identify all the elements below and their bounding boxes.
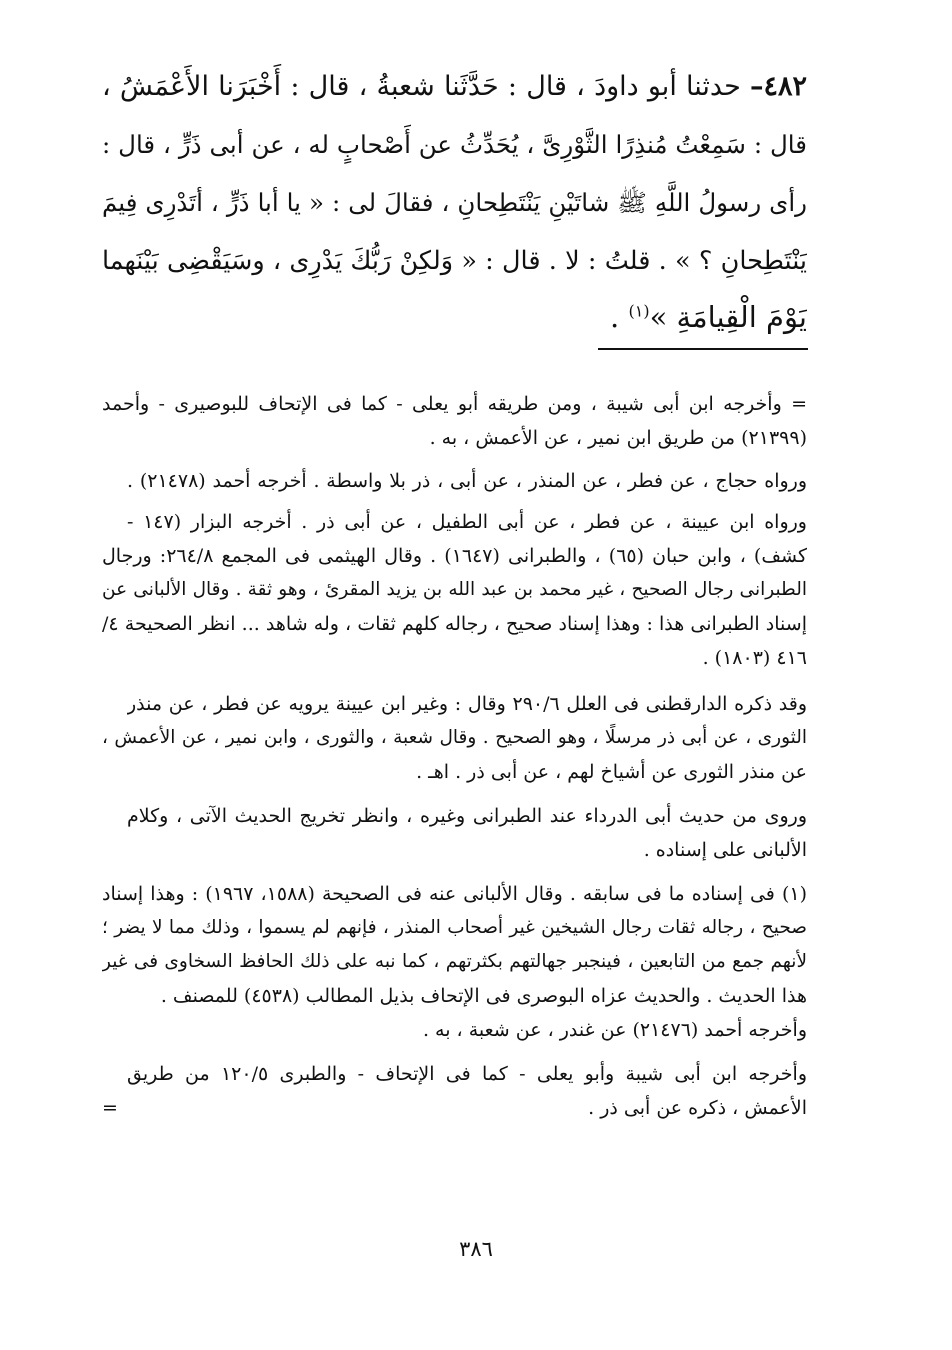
footnote-line: (٢١٣٩٩) من طريق ابن نمير ، عن الأعمش ، به .: [429, 427, 807, 449]
hadith-line-4: يَنْتَطِحانِ ؟ » . قلتُ : لا . قال : « وَلكِنْ رَبُّكَ يَدْرِى ، وسَيَقْضِى بَيْنَهما: [102, 246, 807, 276]
page-number: ٣٨٦: [459, 1237, 493, 1261]
hadith-text-end: يَوْمَ الْقِيامَةِ »: [649, 300, 807, 334]
end-mark: .: [610, 300, 620, 334]
footnote-line: وأخرجه ابن أبى شيبة وأبو يعلى - كما فى الإتحاف - والطبرى ١٢٠/٥ من طريق: [127, 1063, 807, 1085]
footnote-line: الثورى ، عن أبى ذر مرسلًا ، وهو الصحيح . وقال شعبة ، والثورى ، وابن نمير ، عن الأعمش ،: [102, 727, 807, 748]
hadith-line-3: رأى رسولُ اللَّهِ ﷺ شاتَيْنِ يَنْتَطِحانِ ، فقالَ لى : « يا أبا ذَرٍّ ، أتَدْرِى فِيمَ: [102, 188, 807, 217]
hadith-line-1: [102, 60, 807, 114]
hadith-line-5: [102, 290, 807, 344]
footnote-line: (١) فى إسناده ما فى سابقه . وقال الألبانى عنه فى الصحيحة (١٥٨٨، ١٩٦٧) : وهذا إسناد: [102, 883, 807, 905]
footnote-line: عن منذر الثورى عن أشياخ لهم ، عن أبى ذر . اهـ .: [416, 761, 807, 783]
hadith-line-2: قال : سَمِعْتُ مُنذِرًا الثَّوْرِىَّ ، يُحَدِّثُ عن أَصْحابٍ له ، عن أبى ذَرٍّ ، قال :: [102, 130, 807, 159]
footnote-line: الطبرانى رجال الصحيح ، غير محمد بن عبد الله بن يزيد المقرئ ، وهو ثقة . وقال الألبانى عن: [102, 579, 807, 600]
footnote-line: الأعمش ، ذكره عن أبى ذر .: [588, 1097, 807, 1119]
footnote-line: الألبانى على إسناده .: [643, 839, 807, 861]
footnote-line: صحيح ، رجاله ثقات رجال الشيخين غير أصحاب المنذر ، فإنهم لم يسموا ، وذلك مما لا يضر ؛: [102, 917, 807, 938]
footnote-line: ٤١٦ (١٨٠٣) .: [702, 647, 807, 669]
hadith-number: ٤٨٢–: [749, 71, 807, 102]
footnote-line: وروى من حديث أبى الدرداء عند الطبرانى وغيره ، وانظر تخريج الحديث الآتى ، وكلام: [127, 805, 807, 827]
footnote-line: هذا الحديث . والحديث عزاه البوصرى فى الإتحاف بذيل المطالب (٤٥٣٨) للمصنف .: [160, 985, 807, 1007]
continuation-mark: =: [102, 1097, 118, 1119]
footnote-line: كشف) ، وابن حبان (٦٥) ، والطبرانى (١٦٤٧) . وقال الهيثمى فى المجمع ٢٦٤/٨: ورجال: [102, 545, 807, 567]
footnote-line: ورواه ابن عيينة ، عن فطر ، عن أبى الطفيل ، عن أبى ذر . أخرجه البزار (١٤٧ -: [127, 511, 807, 533]
footnote-line: وقد ذكره الدارقطنى فى العلل ٢٩٠/٦ وقال : وغير ابن عيينة يرويه عن فطر ، عن منذر: [127, 693, 807, 715]
footnote-line: لأنهم جمع من التابعين ، فينجبر جهالتهم بكثرتهم ، كما نبه على ذلك الحافظ السخاوى فى غير: [102, 951, 807, 972]
footnote-line: ورواه حجاج ، عن فطر ، عن المنذر ، عن أبى ، ذر بلا واسطة . أخرجه أحمد (٢١٤٧٨) .: [127, 470, 807, 492]
footnote-line: إسناد الطبرانى هذا : وهذا إسناد صحيح ، رجاله كلهم ثقات ، وله شاهد ... انظر الصحيحة ٤/: [102, 613, 807, 635]
footnote-marker: (١): [628, 301, 650, 321]
hadith-text: حدثنا أبو داودَ ، قال : حَدَّثَنا شعبةُ ، قال : أَخْبَرَنا الأَعْمَشُ ،: [102, 71, 741, 102]
footnote-line: وأخرجه أحمد (٢١٤٧٦) عن غندر ، عن شعبة ، به .: [422, 1019, 807, 1041]
footnote-divider: [598, 348, 808, 350]
footnote-line: = وأخرجه ابن أبى شيبة ، ومن طريقه أبو يعلى - كما فى الإتحاف للبوصيرى - وأحمد: [102, 393, 807, 415]
